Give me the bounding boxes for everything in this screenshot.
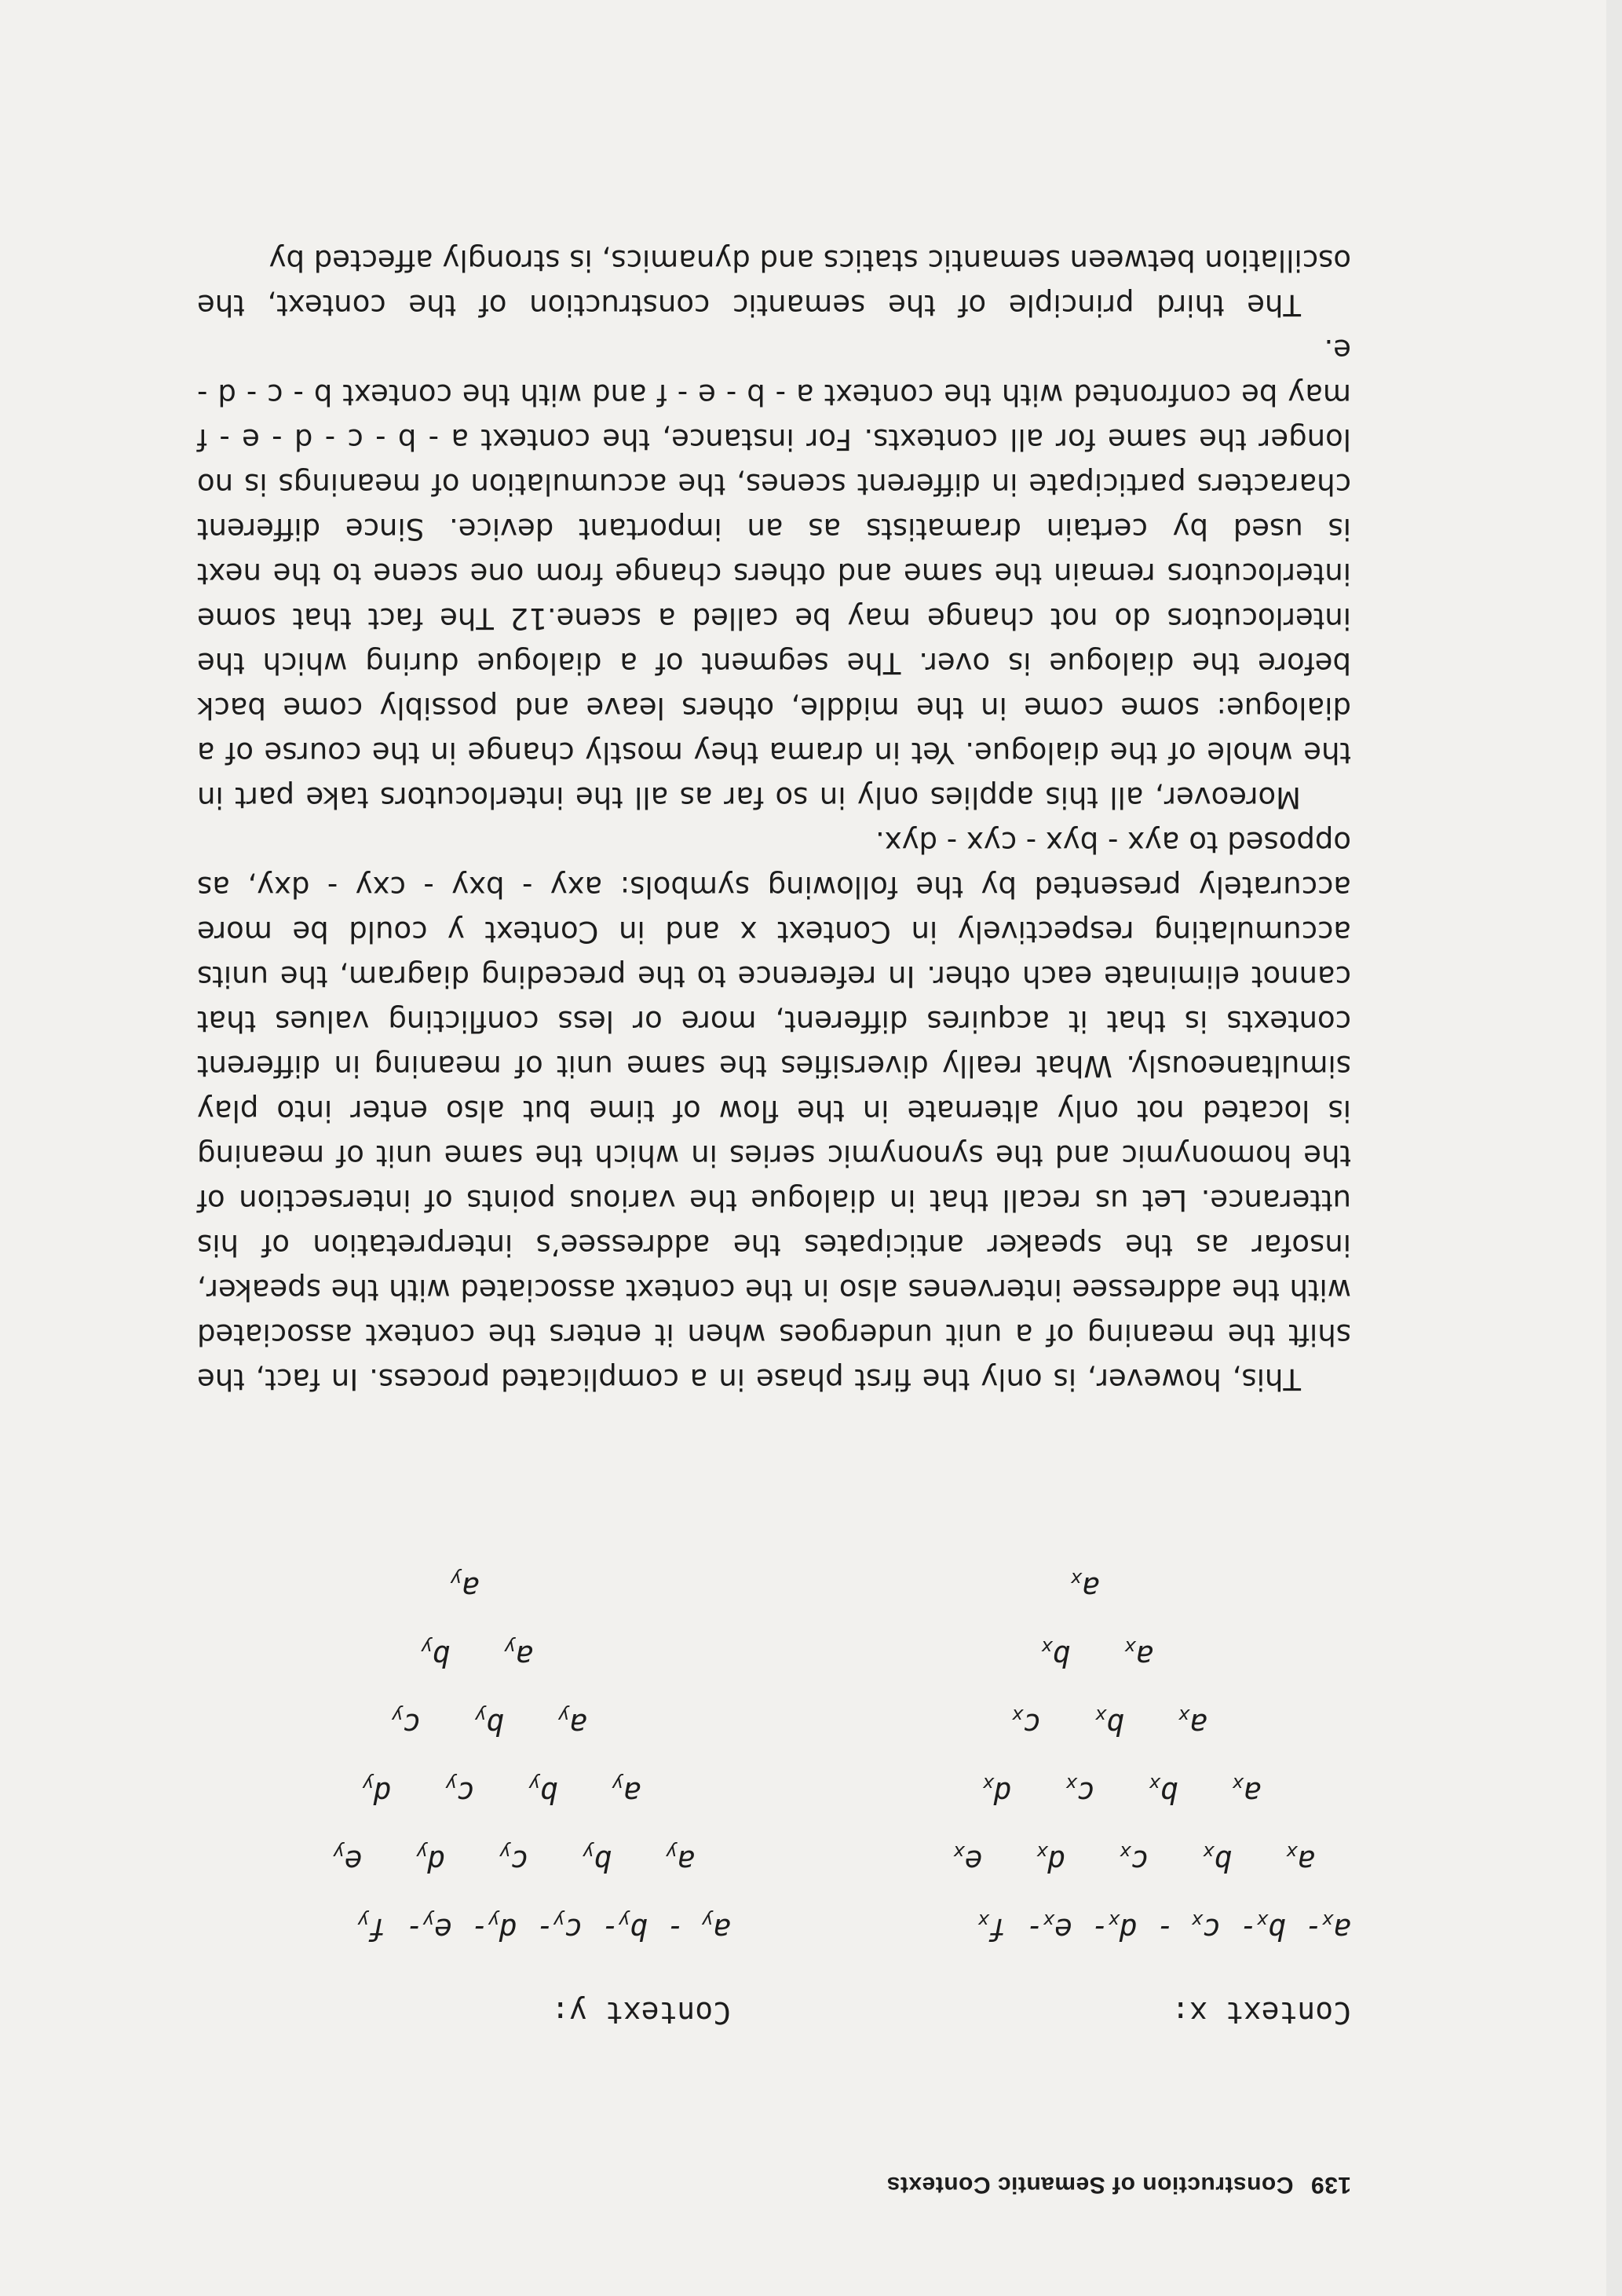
context-x-triangle: $a_x-$ $b_x-$ $c_x - d_x-$ $e_x-$ $f_x$ $a_x$ $b_x$ $c_x$ $d_x$ $e_x$ $a_x$ $b_x$ $c_x$ $d_x$ $a_x$ $b_x$ $c_x$ $a_x$ $b_x$ $a_x$ [953,1568,1351,1947]
running-head [197,2171,1351,2198]
context-x-label: Context x: [1171,1995,1351,2030]
context-diagram [197,1402,1351,2030]
running-title: Construction of Semantic Contexts [886,2172,1294,2198]
page-content [197,238,1351,2198]
paragraph-3: The third principle of the semantic construction of the context, the oscillation between semantic statics and dynamics, is strongly affected by [197,243,1351,322]
context-y-label: Context y: [551,1995,731,2030]
context-y-triangle: $a_y - b_y-$ $c_y-$ $d_y-$ $e_y-$ $f_y$ $a_y$ $b_y$ $c_y$ $d_y$ $e_y$ $a_y$ $b_y$ $c_y$ $d_y$ $a_y$ $b_y$ $c_y$ $a_y$ $b_y$ $a_y$ [333,1568,731,1947]
body-text [197,238,1351,1402]
paragraph-1: This, however, is only the first phase in a complicated process. In fact, the shift the meaning of a unit undergoes when it enters the context associated with the addressee intervenes also in the context associated with the speaker, insofar as the speaker anticipates the addressee’s interpretation of his utterance. Let us recall that in dialogue the various points of intersection of the homonymic and the synonymic series in which the same unit of meaning is located not only alternate in the flow of time but also enter into play simultaneously. What really diversifies the same unit of meaning in different contexts is that it acquires different, more or less conflicting values that cannot eliminate each other. In reference to the preceding diagram, the units accumulating respectively in Context x and in Context y could be more accurately presented by the following symbols: axy - bxy - cxy - dxy, as opposed to ayx - byx - cyx - dyx. [197,825,1351,1396]
page-number: 139 [1310,2172,1351,2198]
page-edge [1606,0,1622,2296]
paragraph-2: Moreover, all this applies only in so far as all the interlocutors take part in the whole of the dialogue. Yet in drama they mostly change in the course of a dialogue: some come in the middle, others leave and possibly come back before the dialogue is over. The segment of a dialogue during which the interlocutors do not change may be called a scene.12 The fact that some interlocutors remain the same and others change from one scene to the next is used by certain dramatists as an important device. Since different characters participate in different scenes, the accumulation of meanings is no longer the same for all contexts. For instance, the context a - b - c - d - e - f may be confronted with the context a - b - e - f and with the context b - c - d - e. [197,333,1351,814]
